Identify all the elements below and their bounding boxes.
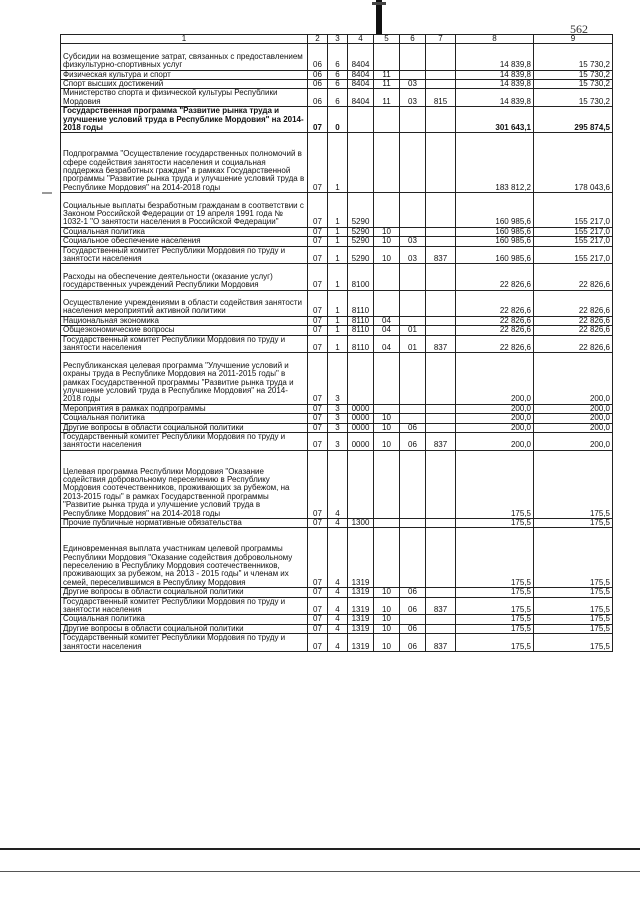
row-cell-5: 10 [374,227,400,236]
row-cell-2: 07 [308,326,328,335]
row-cell-6: 01 [400,326,426,335]
row-cell-8: 22 826,6 [456,326,534,335]
row-cell-7 [426,423,456,432]
row-cell-4: 8110 [348,316,374,325]
row-cell-7 [426,528,456,588]
row-cell-9: 22 826,6 [534,335,613,353]
row-label: Республиканская целевая программа "Улучшение условий и охраны труда в Республике Мордовия на 2011-2015 годы" в рамках Государственной программы "Развитие рынка труда и улучшение условий труда в Республике Мордовия" на 2014-2018 годы [61,353,308,404]
row-label: Субсидии на возмещение затрат, связанных с предоставлением физкультурно-спортивных услуг [61,44,308,70]
row-cell-5 [374,107,400,133]
column-header: 8 [456,35,534,44]
row-cell-4: 5290 [348,227,374,236]
row-cell-5 [374,133,400,193]
row-cell-3: 4 [328,528,348,588]
row-cell-3: 4 [328,588,348,597]
row-cell-8: 14 839,8 [456,44,534,70]
row-label: Социальное обеспечение населения [61,237,308,246]
row-cell-5: 10 [374,588,400,597]
row-cell-7: 815 [426,89,456,107]
row-cell-9: 200,0 [534,353,613,404]
row-cell-6 [400,353,426,404]
row-cell-9: 175,5 [534,528,613,588]
row-cell-8: 175,5 [456,615,534,624]
row-cell-7 [426,326,456,335]
row-label: Спорт высших достижений [61,80,308,89]
row-cell-3: 4 [328,597,348,615]
row-cell-8: 183 812,2 [456,133,534,193]
table-row [61,404,613,413]
row-cell-4: 1319 [348,528,374,588]
table-row [61,450,613,518]
row-cell-3: 6 [328,80,348,89]
row-cell-6 [400,107,426,133]
row-cell-5: 10 [374,634,400,652]
row-cell-2: 07 [308,615,328,624]
row-cell-8: 175,5 [456,519,534,528]
row-cell-2: 06 [308,70,328,79]
row-cell-3: 6 [328,89,348,107]
row-cell-4 [348,450,374,518]
table-row [61,519,613,528]
row-cell-5: 10 [374,423,400,432]
table-row [61,588,613,597]
row-cell-2: 07 [308,193,328,228]
row-cell-2: 06 [308,80,328,89]
row-cell-9: 155 217,0 [534,246,613,264]
row-cell-9: 22 826,6 [534,316,613,325]
row-cell-2: 07 [308,433,328,451]
table-row [61,433,613,451]
row-cell-8: 200,0 [456,414,534,423]
column-header: 2 [308,35,328,44]
table-row [61,237,613,246]
row-cell-8: 200,0 [456,404,534,413]
row-label: Другие вопросы в области социальной политики [61,588,308,597]
page-number: 562 [570,22,588,36]
row-cell-7: 837 [426,597,456,615]
row-cell-6: 03 [400,237,426,246]
row-cell-8: 175,5 [456,450,534,518]
row-cell-2: 07 [308,237,328,246]
row-cell-5: 10 [374,414,400,423]
row-cell-8: 200,0 [456,423,534,432]
row-label: Прочие публичные нормативные обязательства [61,519,308,528]
row-cell-5: 10 [374,597,400,615]
column-header: 6 [400,35,426,44]
row-label: Социальная политика [61,414,308,423]
row-cell-9: 22 826,6 [534,326,613,335]
row-cell-6: 03 [400,80,426,89]
row-cell-6 [400,615,426,624]
column-header: 4 [348,35,374,44]
row-cell-9: 175,5 [534,624,613,633]
row-cell-7 [426,107,456,133]
row-cell-8: 14 839,8 [456,80,534,89]
row-cell-7 [426,519,456,528]
table-row [61,423,613,432]
row-cell-9: 175,5 [534,588,613,597]
row-cell-5: 04 [374,335,400,353]
row-cell-8: 22 826,6 [456,290,534,316]
row-cell-9: 15 730,2 [534,80,613,89]
row-cell-6 [400,44,426,70]
row-label: Расходы на обеспечение деятельности (оказание услуг) государственных учреждений Республики Мордовия [61,264,308,290]
row-cell-5: 04 [374,326,400,335]
row-cell-4 [348,133,374,193]
row-cell-4 [348,107,374,133]
row-cell-8: 175,5 [456,634,534,652]
row-cell-3: 1 [328,246,348,264]
row-cell-2: 07 [308,107,328,133]
row-cell-2: 06 [308,89,328,107]
row-cell-4: 8100 [348,264,374,290]
row-cell-4: 1319 [348,624,374,633]
row-cell-4: 8404 [348,70,374,79]
row-cell-2: 07 [308,227,328,236]
table-row [61,89,613,107]
row-cell-7 [426,44,456,70]
row-cell-6 [400,227,426,236]
row-cell-4: 5290 [348,193,374,228]
row-cell-3: 4 [328,624,348,633]
row-cell-2: 07 [308,133,328,193]
row-cell-3: 1 [328,326,348,335]
table-row [61,264,613,290]
row-cell-5 [374,193,400,228]
row-cell-5: 10 [374,615,400,624]
row-cell-8: 14 839,8 [456,89,534,107]
row-cell-9: 22 826,6 [534,290,613,316]
row-cell-5: 11 [374,70,400,79]
binder-clip-mark [372,0,386,34]
table-row [61,414,613,423]
row-cell-6: 06 [400,423,426,432]
row-cell-4: 0000 [348,433,374,451]
row-cell-4: 0000 [348,404,374,413]
row-cell-5: 11 [374,89,400,107]
row-cell-6: 03 [400,246,426,264]
row-cell-8: 22 826,6 [456,335,534,353]
table-row [61,624,613,633]
row-cell-8: 200,0 [456,353,534,404]
row-cell-4: 0000 [348,414,374,423]
row-cell-6 [400,290,426,316]
row-cell-8: 160 985,6 [456,227,534,236]
row-cell-3: 1 [328,133,348,193]
table-row [61,227,613,236]
row-label: Другие вопросы в области социальной политики [61,423,308,432]
row-cell-3: 1 [328,193,348,228]
table-row [61,133,613,193]
row-cell-6 [400,528,426,588]
row-cell-8: 22 826,6 [456,316,534,325]
table-row [61,634,613,652]
table-row [61,80,613,89]
row-cell-3: 6 [328,70,348,79]
table-row [61,615,613,624]
column-header: 5 [374,35,400,44]
row-cell-8: 14 839,8 [456,70,534,79]
row-label: Государственная программа "Развитие рынка труда и улучшение условий труда в Республике Мордовия" на 2014-2018 годы [61,107,308,133]
row-cell-9: 200,0 [534,433,613,451]
row-cell-6: 01 [400,335,426,353]
row-cell-2: 07 [308,588,328,597]
row-cell-4: 5290 [348,246,374,264]
row-cell-7: 837 [426,246,456,264]
row-label: Государственный комитет Республики Мордовия по труду и занятости населения [61,433,308,451]
row-cell-5 [374,450,400,518]
row-cell-9: 175,5 [534,634,613,652]
row-cell-3: 4 [328,519,348,528]
row-cell-2: 07 [308,353,328,404]
row-cell-8: 175,5 [456,624,534,633]
row-cell-6 [400,70,426,79]
table-row [61,316,613,325]
row-cell-9: 200,0 [534,423,613,432]
row-cell-4: 1319 [348,597,374,615]
row-cell-2: 07 [308,264,328,290]
row-cell-3: 1 [328,335,348,353]
row-cell-9: 200,0 [534,414,613,423]
row-label: Подпрограмма "Осуществление государственных полномочий в сфере содействия занятости населения и социальная поддержка безработных граждан" в рамках Государственной программы "Развитие рынка труда и улучшение условий труда в Республике Мордовия" на 2014-2018 годы [61,133,308,193]
row-label: Другие вопросы в области социальной политики [61,624,308,633]
row-cell-4: 0000 [348,423,374,432]
row-cell-3: 3 [328,433,348,451]
row-cell-8: 160 985,6 [456,246,534,264]
row-cell-7 [426,588,456,597]
row-cell-2: 07 [308,450,328,518]
row-cell-5: 10 [374,237,400,246]
row-cell-7 [426,227,456,236]
row-cell-3: 1 [328,237,348,246]
row-cell-8: 160 985,6 [456,193,534,228]
row-cell-6 [400,414,426,423]
row-cell-6 [400,316,426,325]
row-cell-4: 1319 [348,615,374,624]
row-cell-2: 07 [308,404,328,413]
row-cell-8: 175,5 [456,528,534,588]
table-row [61,353,613,404]
row-cell-4: 5290 [348,237,374,246]
row-cell-5: 10 [374,433,400,451]
row-cell-5 [374,404,400,413]
row-cell-3: 1 [328,290,348,316]
row-cell-5: 10 [374,246,400,264]
row-cell-4: 1300 [348,519,374,528]
row-cell-7 [426,404,456,413]
row-cell-7 [426,133,456,193]
row-cell-8: 200,0 [456,433,534,451]
row-cell-3: 1 [328,316,348,325]
page-bottom-rule [0,848,640,850]
row-cell-9: 175,5 [534,450,613,518]
table-row [61,193,613,228]
row-cell-4: 8110 [348,290,374,316]
row-label: Единовременная выплата участникам целевой программы Республики Мордовия "Оказание содействия добровольному переселению в Республику Мордовия соотечественников, проживающих за рубежом, на 2013 - 2015 годы" и членам их семей, переселившимся в Республику Мордовия [61,528,308,588]
row-label: Социальные выплаты безработным гражданам в соответствии с Законом Российской Федерации от 19 апреля 1991 года № 1032-1 "О занятости населения в Российской Федерации" [61,193,308,228]
row-cell-2: 07 [308,519,328,528]
row-cell-9: 178 043,6 [534,133,613,193]
row-cell-2: 07 [308,528,328,588]
row-label: Осуществление учреждениями в области содействия занятости населения мероприятий активной политики [61,290,308,316]
row-cell-7: 837 [426,335,456,353]
row-cell-9: 200,0 [534,404,613,413]
row-cell-3: 3 [328,414,348,423]
row-cell-7 [426,316,456,325]
row-cell-3: 3 [328,404,348,413]
row-cell-5 [374,353,400,404]
table-row [61,290,613,316]
row-cell-3: 0 [328,107,348,133]
row-label: Социальная политика [61,615,308,624]
row-cell-6 [400,264,426,290]
row-cell-4: 1319 [348,634,374,652]
row-cell-7 [426,80,456,89]
row-cell-3: 1 [328,227,348,236]
row-label: Социальная политика [61,227,308,236]
table-row [61,326,613,335]
row-cell-9: 155 217,0 [534,227,613,236]
row-label: Государственный комитет Республики Мордовия по труду и занятости населения [61,597,308,615]
row-cell-7 [426,624,456,633]
table-row [61,335,613,353]
row-cell-2: 06 [308,44,328,70]
row-cell-9: 15 730,2 [534,70,613,79]
row-cell-2: 07 [308,597,328,615]
row-cell-7 [426,264,456,290]
table-row [61,70,613,79]
row-label: Мероприятия в рамках подпрограммы [61,404,308,413]
row-cell-3: 4 [328,615,348,624]
row-cell-9: 155 217,0 [534,193,613,228]
column-header: 9 [534,35,613,44]
table-row [61,597,613,615]
row-cell-6: 06 [400,624,426,633]
table-row [61,44,613,70]
row-cell-6 [400,133,426,193]
row-cell-5: 11 [374,80,400,89]
row-cell-7 [426,353,456,404]
column-header: 7 [426,35,456,44]
page-bottom-rule-thin [0,871,640,872]
row-cell-5 [374,528,400,588]
row-cell-7: 837 [426,634,456,652]
row-cell-4 [348,353,374,404]
row-cell-7 [426,237,456,246]
row-cell-9: 295 874,5 [534,107,613,133]
row-label: Физическая культура и спорт [61,70,308,79]
row-cell-9: 155 217,0 [534,237,613,246]
row-cell-9: 15 730,2 [534,44,613,70]
row-label: Общеэкономические вопросы [61,326,308,335]
row-cell-5: 10 [374,624,400,633]
row-cell-6 [400,404,426,413]
column-number-row [61,35,613,44]
row-cell-3: 4 [328,634,348,652]
row-cell-9: 175,5 [534,597,613,615]
row-cell-8: 301 643,1 [456,107,534,133]
row-cell-6: 03 [400,89,426,107]
row-cell-6: 06 [400,634,426,652]
row-cell-4: 8404 [348,80,374,89]
row-cell-6: 06 [400,588,426,597]
row-cell-7 [426,450,456,518]
row-label: Министерство спорта и физической культуры Республики Мордовия [61,89,308,107]
row-cell-6: 06 [400,433,426,451]
row-cell-7 [426,414,456,423]
table-row [61,107,613,133]
row-cell-5 [374,264,400,290]
row-cell-2: 07 [308,414,328,423]
row-cell-7 [426,193,456,228]
row-cell-7 [426,70,456,79]
row-cell-5: 04 [374,316,400,325]
row-cell-2: 07 [308,423,328,432]
row-cell-4: 8404 [348,89,374,107]
row-cell-2: 07 [308,624,328,633]
row-cell-4: 8404 [348,44,374,70]
row-cell-6 [400,450,426,518]
row-cell-3: 6 [328,44,348,70]
table-body [61,44,613,652]
row-cell-9: 15 730,2 [534,89,613,107]
row-cell-8: 22 826,6 [456,264,534,290]
budget-table [60,34,613,652]
row-cell-5 [374,519,400,528]
row-label: Национальная экономика [61,316,308,325]
row-cell-5 [374,44,400,70]
table-row [61,528,613,588]
table-row [61,246,613,264]
row-cell-6: 06 [400,597,426,615]
row-cell-9: 175,5 [534,615,613,624]
row-cell-7 [426,290,456,316]
row-cell-3: 3 [328,423,348,432]
margin-mark [42,192,52,194]
column-header: 3 [328,35,348,44]
row-cell-8: 175,5 [456,597,534,615]
row-cell-2: 07 [308,634,328,652]
row-cell-4: 8110 [348,326,374,335]
row-cell-2: 07 [308,290,328,316]
row-cell-9: 175,5 [534,519,613,528]
row-label: Целевая программа Республики Мордовия "Оказание содействия добровольному переселению в Республику Мордовия соотечественников, проживающих за рубежом, на 2013-2015 годы" в рамках Государственной программы "Развитие рынка труда и улучшение условий труда в Республике Мордовия" на 2014-2018 годы [61,450,308,518]
row-cell-4: 1319 [348,588,374,597]
row-cell-3: 3 [328,353,348,404]
row-label: Государственный комитет Республики Мордовия по труду и занятости населения [61,335,308,353]
row-label: Государственный комитет Республики Мордовия по труду и занятости населения [61,634,308,652]
row-cell-7 [426,615,456,624]
row-cell-9: 22 826,6 [534,264,613,290]
row-cell-6 [400,519,426,528]
row-cell-7: 837 [426,433,456,451]
row-label: Государственный комитет Республики Мордовия по труду и занятости населения [61,246,308,264]
row-cell-2: 07 [308,246,328,264]
row-cell-5 [374,290,400,316]
row-cell-3: 1 [328,264,348,290]
row-cell-2: 07 [308,316,328,325]
row-cell-8: 175,5 [456,588,534,597]
column-header: 1 [61,35,308,44]
row-cell-8: 160 985,6 [456,237,534,246]
row-cell-2: 07 [308,335,328,353]
row-cell-3: 4 [328,450,348,518]
row-cell-6 [400,193,426,228]
row-cell-4: 8110 [348,335,374,353]
